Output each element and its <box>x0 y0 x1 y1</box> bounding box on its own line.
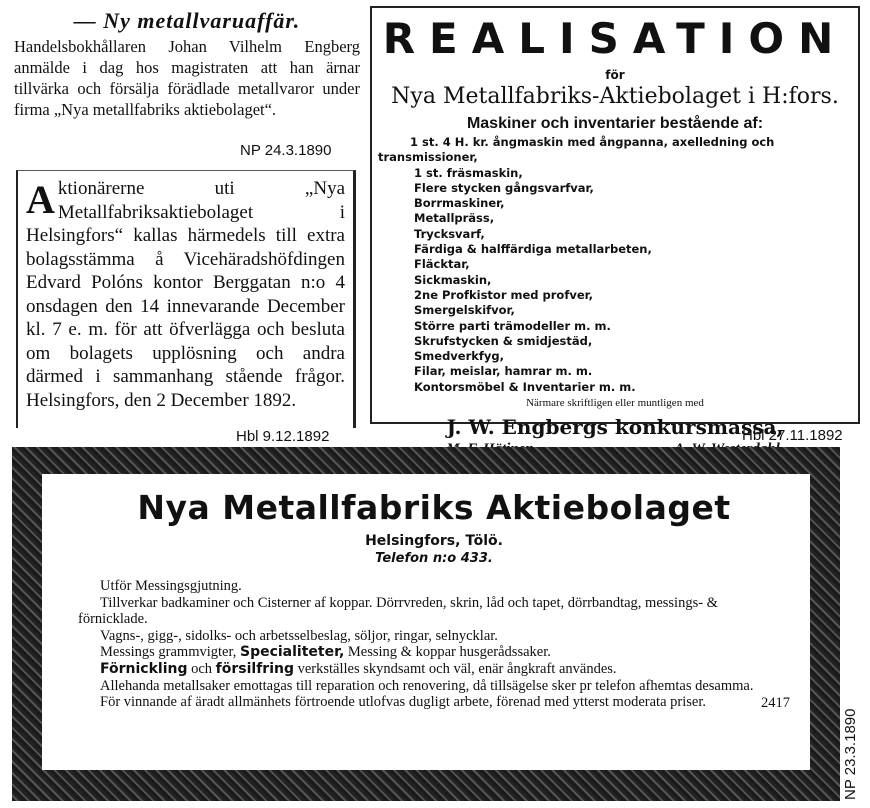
inventory-item: Metallpräss, <box>414 211 495 226</box>
estate-name: J. W. Engbergs konkursmassa, <box>446 415 784 440</box>
ad-line: Allehanda metallsaker emottagas till reparation och renovering, då tillsägelse sker pr telefon afhemtas desamma. <box>100 677 754 694</box>
ad-text: och <box>191 660 213 677</box>
inventory-item: Trycksvarf, <box>414 226 485 241</box>
ad-text: verkställes skyndsamt och väl, enär ångkraft användes. <box>297 660 617 677</box>
caption-np-1890-03-24: NP 24.3.1890 <box>240 142 332 159</box>
ad-text: Messings grammvigter, <box>100 644 237 661</box>
inventory-item: 1 st. 4 H. kr. ångmaskin med ångpanna, axelledning och <box>410 135 775 149</box>
inventory-item: Sickmaskin, <box>414 272 492 287</box>
clipping-heading: — Ny metallvaruaffär. <box>73 8 301 33</box>
clipping-aktionarerne <box>16 170 356 428</box>
clipping-body: Handelsbokhållaren Johan Vilhelm Engberg anmälde i dag hos magistraten att han ärnar tillvärka och försälja förädlade metallvaror under firma „Nya metallfabriks aktiebolaget“. <box>14 37 360 119</box>
realisation-subtitle: Maskiner och inventarier bestående af: <box>466 115 764 132</box>
ad-line: Vagns-, gigg-, sidolks- och arbetsselbeslag, söljor, ringar, selnycklar. <box>100 627 498 644</box>
ad-line: Tillverkar badkaminer och Cisterner af koppar. Dörrvreden, skrin, låd och tapet, dörrbandtag, messings- & förnicklade. <box>78 594 718 628</box>
realisation-company: Nya Metallfabriks-Aktiebolaget i H:fors. <box>391 84 839 109</box>
ad-emphasis: Specialiteter, <box>239 644 345 661</box>
inventory-item: Fläcktar, <box>414 257 470 272</box>
ad-body <box>78 578 790 711</box>
contact-line: Närmare skriftligen eller muntligen med <box>526 397 704 410</box>
inventory-item: transmissioner, <box>378 150 478 165</box>
inventory-item: Filar, meislar, hamrar m. m. <box>414 364 593 379</box>
ad-city: Helsingfors, Tölö. <box>365 533 503 549</box>
ad-phone: Telefon n:o 433. <box>375 551 493 566</box>
ad-emphasis: försilfring <box>215 660 294 677</box>
clipping-body <box>26 177 345 412</box>
inventory-item: Skrufstycken & smidjestäd, <box>414 333 593 348</box>
inventory-item: 2ne Profkistor med profver, <box>414 287 593 302</box>
inventory-list <box>378 135 852 395</box>
caption-hbl-1892-11-27: Hbl 27.11.1892 <box>742 427 843 444</box>
realisation-title: REALISATION <box>382 14 848 63</box>
clipping-ny-metallvaruaffar <box>14 6 360 140</box>
inventory-item: Färdiga & halffärdiga metallarbeten, <box>414 242 652 257</box>
ad-title: Nya Metallfabriks Aktiebolaget <box>137 488 731 527</box>
inventory-item: Smedverkfyg, <box>414 349 505 364</box>
ad-line: För vinnande af äradt allmänhets förtroende utlofvas dugligt arbete, förenad med ytterst moderata priser. <box>100 694 706 711</box>
inventory-item: Flere stycken gångsvarfvar, <box>414 180 594 195</box>
inventory-item: Kontorsmöbel & Inventarier m. m. <box>414 379 636 394</box>
ad-line <box>78 644 790 661</box>
inventory-item: 1 st. fräsmaskin, <box>414 165 523 180</box>
caption-np-1890-03-23: NP 23.3.1890 <box>842 708 859 800</box>
inventory-item: Smergelskifvor, <box>414 303 515 318</box>
clipping-advertisement <box>42 474 810 770</box>
caption-hbl-1892-12-09: Hbl 9.12.1892 <box>236 428 330 445</box>
ad-line <box>78 661 790 678</box>
ad-emphasis: Förnickling <box>100 660 188 677</box>
inventory-item: Borrmaskiner, <box>414 196 505 211</box>
inventory-item: Större parti trämodeller m. m. <box>414 318 611 333</box>
ad-number: 2417 <box>761 694 790 711</box>
ad-line: Utför Messingsgjutning. <box>100 578 242 594</box>
realisation-for: för <box>605 68 625 82</box>
ad-text: Messing & koppar husgerådssaker. <box>347 644 551 661</box>
drop-cap: A <box>26 177 55 222</box>
clipping-text: ktionärerne uti „Nya Metallfabriksaktiebolaget i Helsingfors“ kallas härmedels till extra bolagsstämma å Vicehäradshöfdingen Edvard Polóns kontor Berggatan n:o 4 onsdagen den 14 innevarande December kl. 7 e. m. för att öfverlägga och besluta om bolagets upplösning och andra därmed i sammanhang stående frågor. Helsingfors, den 2 December 1892. <box>26 178 345 411</box>
